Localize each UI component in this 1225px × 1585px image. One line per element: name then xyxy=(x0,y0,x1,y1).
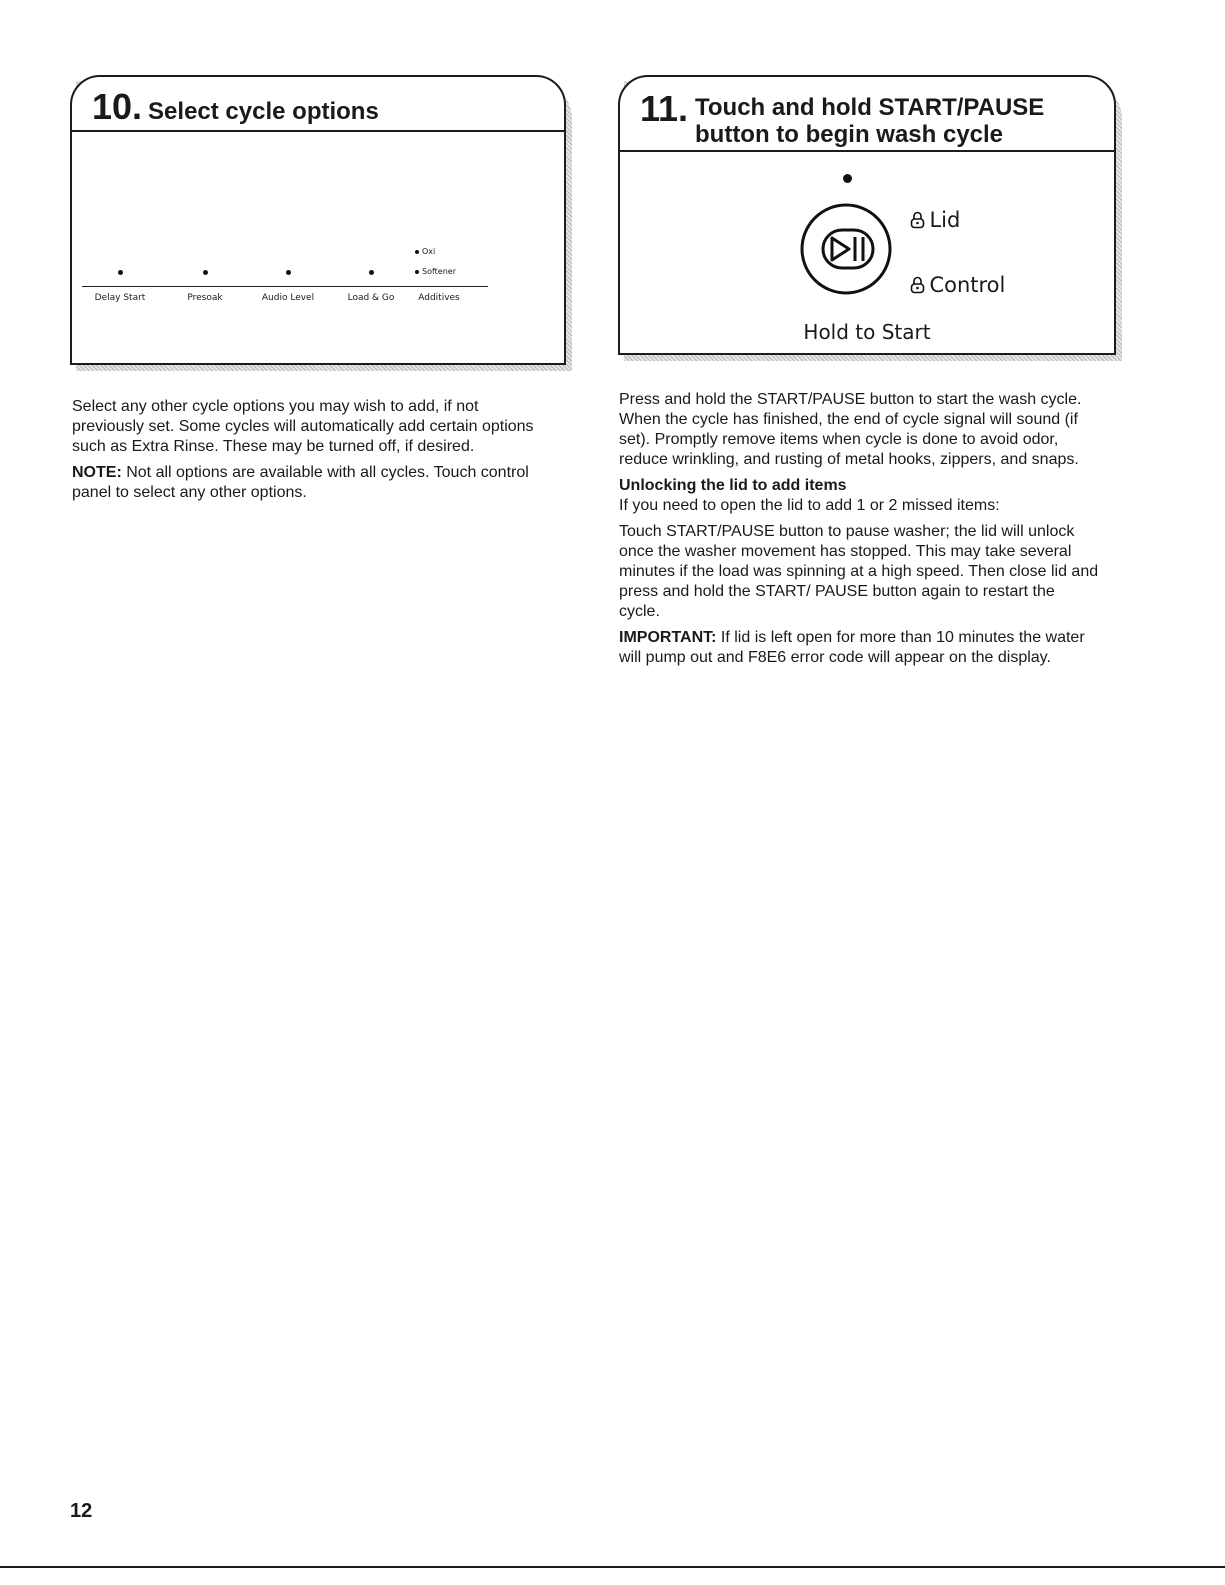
step-10-paragraph: Select any other cycle options you may wish to add, if not previously set. Some cycles will automatically add certain options such as Extra Rinse. These may be turned off, if desired. xyxy=(72,398,534,455)
control-lock-indicator: Control xyxy=(910,273,1005,297)
step-10-panel xyxy=(70,75,566,365)
padlock-icon xyxy=(910,211,925,229)
step-11-panel xyxy=(618,75,1116,355)
note-text: Not all options are available with all cycles. Touch control panel to select any other options. xyxy=(72,464,529,501)
step-10-heading xyxy=(92,86,379,127)
audio-level-indicator xyxy=(286,270,291,275)
padlock-icon xyxy=(910,276,925,294)
step-10-body xyxy=(72,397,542,509)
panel-frame xyxy=(70,75,566,365)
step-title: Select cycle options xyxy=(148,98,379,125)
hold-to-start-label: Hold to Start xyxy=(803,320,931,344)
oxi-indicator: Oxi xyxy=(415,247,435,256)
option-audio-level[interactable]: Audio Level xyxy=(261,293,315,303)
step-number: 10. xyxy=(92,86,143,127)
panel-frame xyxy=(618,75,1116,355)
presoak-indicator xyxy=(203,270,208,275)
status-indicator-dot xyxy=(843,174,852,183)
heading-divider xyxy=(72,130,564,132)
important-text: If lid is left open for more than 10 minutes the water will pump out and F8E6 error code will appear on the display. xyxy=(619,629,1085,666)
unlock-heading: Unlocking the lid to add items xyxy=(619,477,847,494)
important-label: IMPORTANT: xyxy=(619,629,717,646)
note-paragraph xyxy=(72,463,542,503)
options-baseline xyxy=(82,286,488,287)
step-11-paragraph: Press and hold the START/PAUSE button to start the wash cycle. When the cycle has finished, the end of cycle signal will sound (if set). Promptly remove items when cycle is done to avoid odor, reduce wrinkling, and rusting of metal hooks, zippers, and snaps. xyxy=(619,391,1082,468)
start-pause-button[interactable] xyxy=(798,201,894,297)
lid-indicator: Lid xyxy=(910,208,960,232)
delay-start-indicator xyxy=(118,270,123,275)
bottom-rule xyxy=(0,1566,1225,1568)
unlock-intro: If you need to open the lid to add 1 or 2 missed items: xyxy=(619,497,1000,514)
unlock-paragraph: Touch START/PAUSE button to pause washer; the lid will unlock once the washer movement has stopped. This may take several minutes if the load was spinning at a high speed. Then close lid and press and hold the START/ PAUSE button again to restart the cycle. xyxy=(619,523,1099,620)
page-number: 12 xyxy=(70,1500,93,1522)
step-number: 11. xyxy=(640,88,689,129)
heading-divider xyxy=(620,150,1114,152)
step-title-line-1: Touch and hold START/PAUSE xyxy=(695,94,1045,121)
option-delay-start[interactable]: Delay Start xyxy=(94,293,146,303)
step-11-body xyxy=(619,390,1099,674)
note-label: NOTE: xyxy=(72,464,122,481)
option-load-and-go[interactable]: Load & Go xyxy=(347,293,395,303)
step-title-line-2: button to begin wash cycle xyxy=(695,121,1004,148)
load-and-go-indicator xyxy=(369,270,374,275)
option-presoak[interactable]: Presoak xyxy=(187,293,223,303)
softener-indicator: Softener xyxy=(415,267,456,276)
option-additives[interactable]: Additives xyxy=(418,293,460,303)
important-paragraph xyxy=(619,628,1099,668)
